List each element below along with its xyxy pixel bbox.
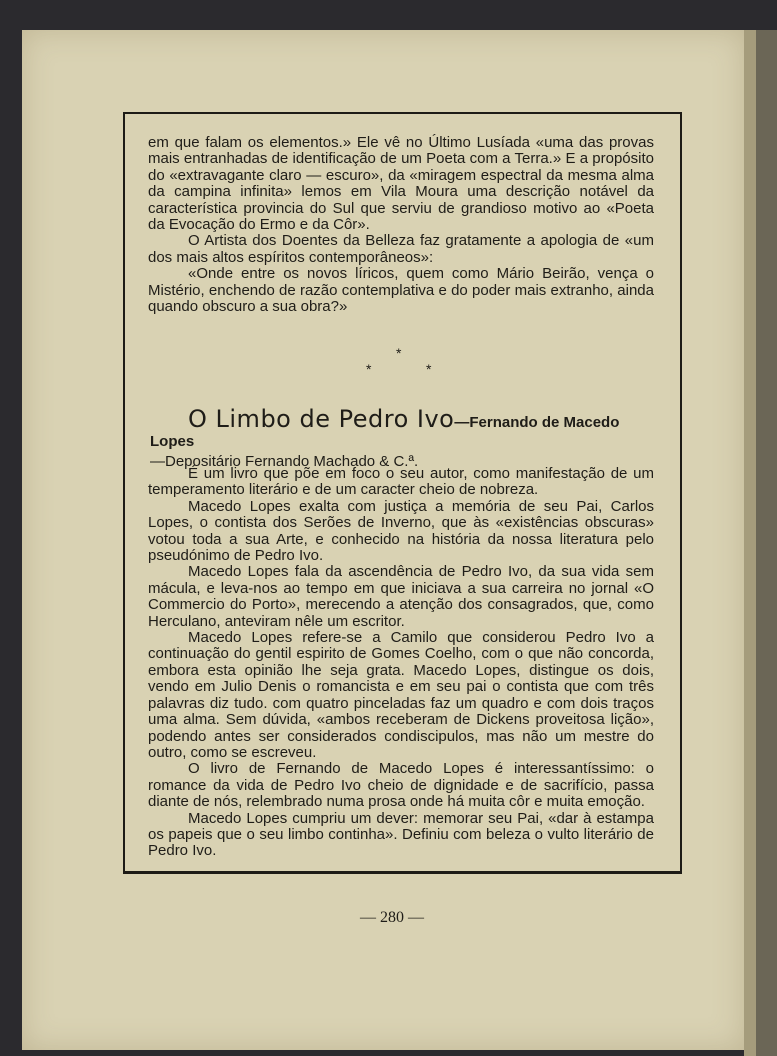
top-text-block [148,135,654,315]
paragraph: Macedo Lopes exalta com justiça a memória de seu Pai, Carlos Lopes, o contista dos Serões de Inverno, que às «existências obscuras» votou toda a sua Arte, e conhecido na história da nossa literatura pelo pseudónimo de Pedro Ivo. [148,497,654,565]
review-body [148,466,654,860]
book-author: —Fernando de Macedo Lopes [150,414,620,450]
paragraph: Macedo Lopes fala da ascendência de Pedro Ivo, da sua vida sem mácula, e leva-nos ao tempo em que iniciava a sua carreira no jornal «O Commercio do Porto», merecendo a atenção dos consagrados, que, como Herculano, anteviram nêle um escritor. [148,563,654,630]
asterisk-left: * [366,361,372,377]
paragraph: Macedo Lopes refere-se a Camilo que considerou Pedro Ivo a continuação do gentil espirito de Gomes Coelho, com o que não concorda, embora esta opinião lhe seja grata. Macedo Lopes, distingue os dois, vendo em Julio Denis o romancista e em seu pai o contista que com três palavras diz tudo. com quatro pinceladas faz um quadro e com dois traços uma alma. Sem dúvida, «ambos receberam de Dickens proveitosa lição», podendo antes ser considerados condiscipulos, mas não um mestre do outro, como se escreveu. [148,629,654,761]
asterisk-top: * [396,345,402,361]
paragraph: O livro de Fernando de Macedo Lopes é interessantíssimo: o romance da vida de Pedro Ivo cheio de dignidade e de sacrifício, passa diante de nós, relembrado numa prosa onde há muita côr e muita emoção. [148,760,654,811]
quote-paragraph: «Onde entre os novos líricos, quem como Mário Beirão, vença o Mistério, enchendo de razão contemplativa e do poder mais extranho, ainda quando obscuro a sua obra?» [148,265,654,316]
paragraph: O Artista dos Doentes da Belleza faz gratamente a apologia de «um dos mais altos espíritos contemporâneos»: [148,232,654,266]
publisher-line: —Depositário Fernando Machado & C.ª. [150,453,419,470]
page-number: — 280 — [360,909,424,926]
section-separator [300,345,500,385]
paragraph: Macedo Lopes cumpriu um dever: memorar seu Pai, «dar à estampa os papeis que o seu limbo continha». Definiu com beleza o vulto literário de Pedro Ivo. [148,809,654,860]
paragraph: É um livro que põe em foco o seu autor, como manifestação de um temperamento literário e de um caracter cheio de nobreza. [148,465,654,499]
paragraph: em que falam os elementos.» Ele vê no Último Lusíada «uma das provas mais entranhadas de identificação de um Poeta com a Terra.» E a propósito do «extravagante claro — escuro», da «miragem espectral da mesma alma da campina infinita» lemos em Vila Moura uma descrição notável da característica provincia do Sul que serviu de grandioso motivo ao «Poeta da Evocação do Ermo e da Côr». [148,134,654,234]
review-heading [150,405,660,470]
book-title: O Limbo de Pedro Ivo [188,405,455,433]
asterisk-right: * [426,361,432,377]
page-edge [744,30,777,1056]
page-edge-inner [744,30,756,1056]
